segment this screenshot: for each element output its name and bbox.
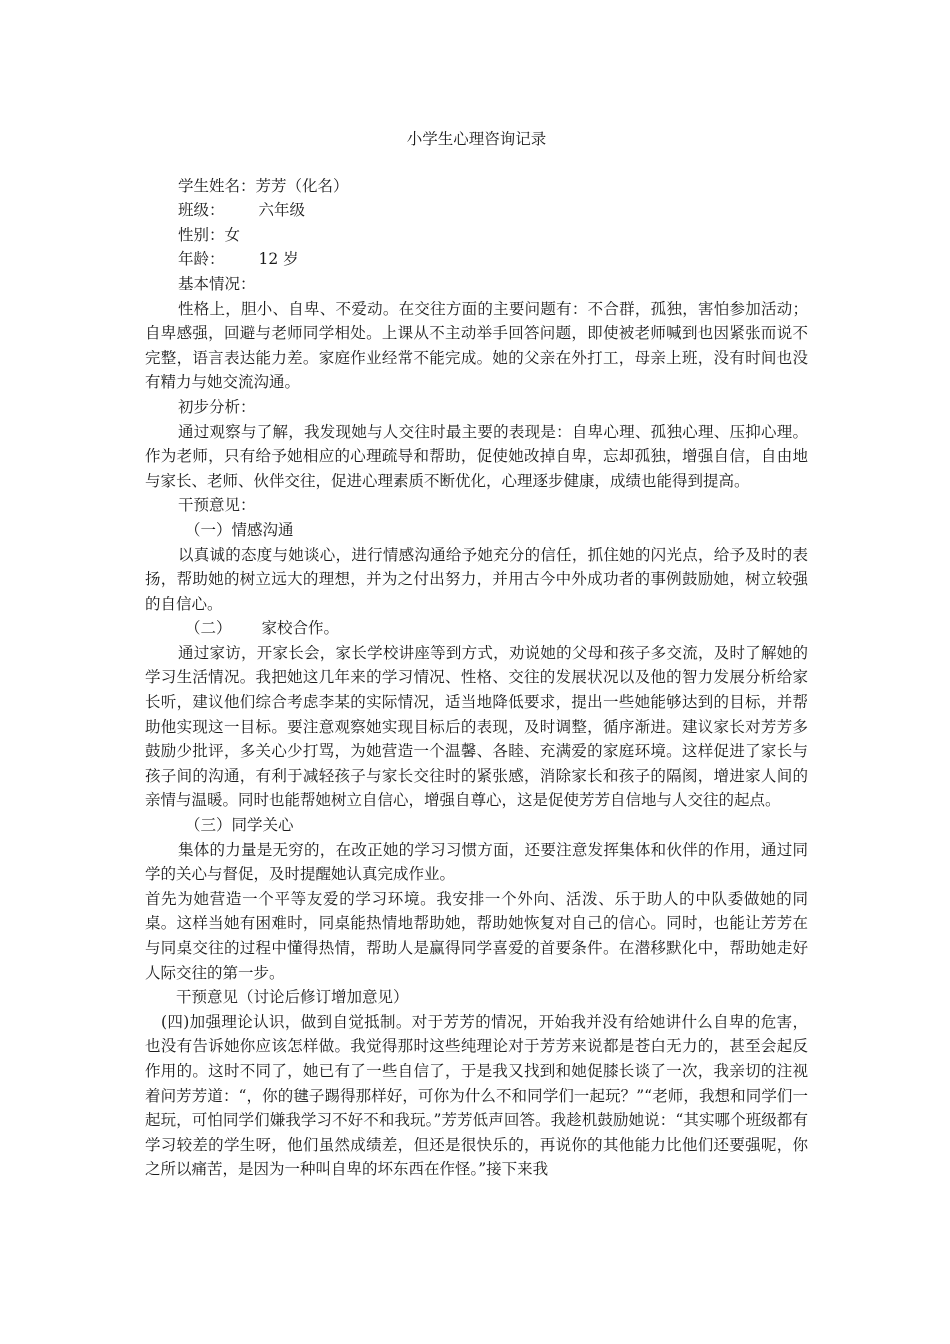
revised-heading: 干预意见（讨论后修订增加意见） [176, 988, 409, 1007]
basic-heading: 基本情况： [178, 274, 256, 293]
name-label: 学生姓名： [178, 176, 256, 195]
age-field [145, 247, 808, 272]
gender-field [145, 223, 808, 248]
document-page [145, 120, 808, 1182]
item2-title: 家校合作。 [261, 619, 340, 638]
basic-text: 性格上，胆小、自卑、不爱动。在交往方面的主要问题有：不合群，孤独，害怕参加活动；自卑感强，回避与老师同学相处。上课从不主动举手回答问题，即使被老师喊到也因紧张而说不完整，语言表达能力差。家庭作业经常不能完成。她的父亲在外打工，母亲上班，没有时间也没有精力与她交流沟通。 [145, 299, 808, 392]
gender-value: 女 [224, 225, 241, 244]
item1-text: 以真诚的态度与她谈心，进行情感沟通给予她充分的信任，抓住她的闪光点，给予及时的表扬，帮助她的树立远大的理想，并为之付出努力，并用古今中外成功者的事例鼓励她，树立较强的自信心。 [145, 545, 808, 613]
class-value: 六年级 [258, 201, 306, 220]
intervention-heading: 干预意见： [178, 496, 256, 515]
analysis-heading: 初步分析： [178, 397, 256, 416]
class-label: 班级： [178, 201, 225, 220]
document-title: 小学生心理咨询记录 [406, 130, 547, 148]
age-value: 12 岁 [258, 250, 299, 269]
item3-text: 集体的力量是无穷的，在改正她的学习习惯方面，还要注意发挥集体和伙伴的作用，通过同学的关心与督促，及时提醒她认真完成作业。 [145, 840, 808, 884]
name-value: 芳芳（化名） [255, 176, 349, 195]
class-field [145, 198, 808, 223]
item2-number: （二） [185, 619, 232, 638]
analysis-text: 通过观察与了解，我发现她与人交往时最主要的表现是：自卑心理、孤独心理、压抑心理。作为老师，只有给予她相应的心理疏导和帮助，促使她改掉自卑，忘却孤独，增强自信，自由地与家长、老师、伙伴交往，促进心理素质不断优化，心理逐步健康，成绩也能得到提高。 [145, 422, 808, 490]
item2-text: 通过家访，开家长会，家长学校讲座等到方式，劝说她的父母和孩子多交流，及时了解她的学习生活情况。我把她这几年来的学习情况、性格、交往的发展状况以及他的智力发展分析给家长听，建议他们综合考虑李某的实际情况，适当地降低要求，提出一些她能够达到的目标，并帮助他实现这一目标。要注意观察她实现目标后的表现，及时调整，循序渐进。建议家长对芳芳多鼓励少批评，多关心少打骂，为她营造一个温馨、各睦、充满爱的家庭环境。这样促进了家长与孩子间的沟通，有利于减轻孩子与家长交往时的紧张感，消除家长和孩子的隔阂，增进家人间的亲情与温暖。同时也能帮她树立自信心，增强自尊心，这是促使芳芳自信地与人交往的起点。 [145, 643, 808, 810]
item1-heading: （一）情感沟通 [185, 520, 294, 539]
gender-label: 性别： [178, 225, 225, 244]
name-field [145, 174, 808, 199]
item4-text: (四)加强理论认识，做到自觉抵制。对于芳芳的情况，开始我并没有给她讲什么自卑的危害，也没有告诉她你应该怎样做。我觉得那时这些纯理论对于芳芳来说都是苍白无力的，甚至会起反作用的。这时不同了，她已有了一些自信了，于是我又找到和她促膝长谈了一次，我亲切的注视着问芳芳道：“，你的毽子踢得那样好，可你为什么不和同学们一起玩？”“老师，我想和同学们一起玩，可怕同学们嫌我学习不好不和我玩。”芳芳低声回答。我趁机鼓励她说：“其实哪个班级都有学习较差的学生呀，他们虽然成绩差，但还是很快乐的，再说你的其他能力比他们还要强呢，你之所以痛苦，是因为一种叫自卑的坏东西在作怪。”接下来我 [145, 1012, 808, 1179]
item2-heading [145, 616, 808, 641]
age-label: 年龄： [178, 250, 225, 269]
item3-text-continued: 首先为她营造一个平等友爱的学习环境。我安排一个外向、活泼、乐于助人的中队委做她的同桌。这样当她有困难时，同桌能热情地帮助她，帮助她恢复对自己的信心。同时，也能让芳芳在与同桌交往的过程中懂得热情，帮助人是赢得同学喜爱的首要条件。在潜移默化中，帮助她走好人际交往的第一步。 [145, 889, 808, 982]
item3-heading: （三）同学关心 [185, 816, 294, 835]
